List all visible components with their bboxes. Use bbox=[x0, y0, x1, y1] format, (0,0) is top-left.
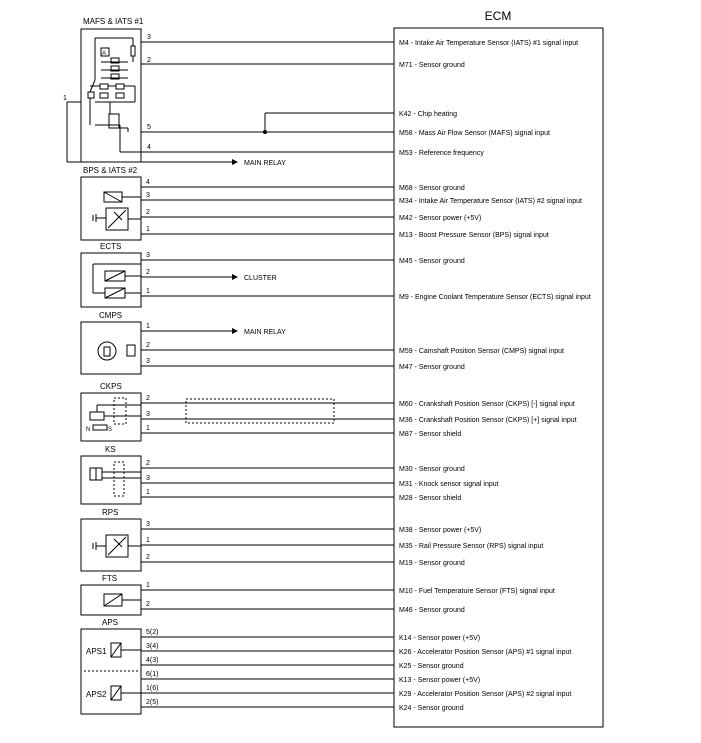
svg-text:A: A bbox=[102, 51, 107, 57]
ecm-terminal-label: K26 - Accelerator Position Sensor (APS) #1 signal input bbox=[399, 649, 572, 656]
main-relay-label: MAIN RELAY bbox=[244, 160, 286, 167]
pin-label: 5(2) bbox=[146, 629, 159, 636]
aps2-label: APS2 bbox=[86, 690, 107, 699]
ecm-terminal-label: M34 - Intake Air Temperature Sensor (IATS) #2 signal input bbox=[399, 198, 582, 205]
ecm-terminal-label: M9 - Engine Coolant Temperature Sensor (ECTS) signal input bbox=[399, 294, 591, 301]
pin-label: 1 bbox=[63, 95, 67, 102]
ckps-north-mark: N bbox=[86, 427, 91, 433]
pin-label: 1 bbox=[146, 288, 150, 295]
pin-label: 1 bbox=[146, 323, 150, 330]
pin-label: 2 bbox=[147, 57, 151, 64]
pin-label: 2(5) bbox=[146, 699, 159, 706]
ecm-terminal-label: M60 - Crankshaft Position Sensor (CKPS) [-] signal input bbox=[399, 401, 575, 408]
aps-title: APS bbox=[102, 618, 119, 627]
ecm-terminal-label: M35 - Rail Pressure Sensor (RPS) signal input bbox=[399, 543, 544, 550]
pin-label: 2 bbox=[146, 342, 150, 349]
fts-title: FTS bbox=[102, 574, 118, 583]
bps-title: BPS & IATS #2 bbox=[83, 166, 138, 175]
ks-title: KS bbox=[105, 445, 116, 454]
cmps-title: CMPS bbox=[99, 311, 123, 320]
cluster-label: CLUSTER bbox=[244, 275, 277, 282]
ecm-terminal-label: M47 - Sensor ground bbox=[399, 364, 465, 371]
pin-label: 3 bbox=[146, 475, 150, 482]
ecm-terminal-label: K14 - Sensor power (+5V) bbox=[399, 635, 481, 642]
pin-label: 3 bbox=[146, 192, 150, 199]
ecm-terminal-label: M71 - Sensor ground bbox=[399, 62, 465, 69]
ecm-terminal-label: M53 - Reference frequency bbox=[399, 150, 484, 157]
pin-label: 3 bbox=[146, 411, 150, 418]
ecm-terminal-label: M19 - Sensor ground bbox=[399, 560, 465, 567]
ecm-terminal-label: M42 - Sensor power (+5V) bbox=[399, 215, 482, 222]
pin-label: 6(1) bbox=[146, 671, 159, 678]
pin-label: 3 bbox=[146, 252, 150, 259]
ecm-terminal-label: M87 - Sensor shield bbox=[399, 431, 462, 438]
ecm-terminal-label: M45 - Sensor ground bbox=[399, 258, 465, 265]
ecm-terminal-label: M4 - Intake Air Temperature Sensor (IATS) #1 signal input bbox=[399, 40, 579, 47]
pin-label: 5 bbox=[147, 124, 151, 131]
rps-title: RPS bbox=[102, 508, 119, 517]
pin-label: 1 bbox=[146, 582, 150, 589]
pin-label: 3(4) bbox=[146, 643, 159, 650]
pin-label: 2 bbox=[146, 601, 150, 608]
pin-label: 3 bbox=[146, 358, 150, 365]
ecm-terminal-label: M68 - Sensor ground bbox=[399, 185, 465, 192]
pin-label: 4 bbox=[146, 179, 150, 186]
pin-label: 2 bbox=[146, 460, 150, 467]
ckps-south-mark: S bbox=[108, 427, 113, 433]
main-relay-label: MAIN RELAY bbox=[244, 329, 286, 336]
mafs-title: MAFS & IATS #1 bbox=[83, 17, 144, 26]
pin-label: 1 bbox=[146, 489, 150, 496]
pin-label: 1 bbox=[146, 537, 150, 544]
ecm-terminal-label: K42 - Chip heating bbox=[399, 111, 457, 118]
ecm-terminal-label: K24 - Sensor ground bbox=[399, 705, 464, 712]
pin-label: 1 bbox=[146, 425, 150, 432]
pin-label: 4(3) bbox=[146, 657, 159, 664]
pin-label: 2 bbox=[146, 554, 150, 561]
pin-label: 1(6) bbox=[146, 685, 159, 692]
ecm-terminal-label: K29 - Accelerator Position Sensor (APS) #2 signal input bbox=[399, 691, 572, 698]
ecm-terminal-label: K25 - Sensor ground bbox=[399, 663, 464, 670]
ecm-terminal-label: M59 - Camshaft Position Sensor (CMPS) signal input bbox=[399, 348, 564, 355]
pin-label: 2 bbox=[146, 209, 150, 216]
pin-label: 3 bbox=[146, 521, 150, 528]
ecm-terminal-label: M30 - Sensor ground bbox=[399, 466, 465, 473]
pin-label: 4 bbox=[147, 144, 151, 151]
ects-title: ECTS bbox=[100, 242, 122, 251]
ecm-terminal-label: M58 - Mass Air Flow Sensor (MAFS) signal input bbox=[399, 130, 550, 137]
ecm-terminal-label: M38 - Sensor power (+5V) bbox=[399, 527, 482, 534]
ecm-terminal-label: M46 - Sensor ground bbox=[399, 607, 465, 614]
pin-label: 2 bbox=[146, 395, 150, 402]
ecm-terminal-label: M28 - Sensor shield bbox=[399, 495, 462, 502]
pin-label: 2 bbox=[146, 269, 150, 276]
pin-label: 1 bbox=[146, 226, 150, 233]
ecm-terminal-label: M31 - Knock sensor signal input bbox=[399, 481, 499, 488]
ecm-terminal-label: M13 - Boost Pressure Sensor (BPS) signal input bbox=[399, 232, 549, 239]
aps1-label: APS1 bbox=[86, 647, 107, 656]
ecm-terminal-label: M36 - Crankshaft Position Sensor (CKPS) [+] signal input bbox=[399, 417, 577, 424]
pin-label: 3 bbox=[147, 34, 151, 41]
ecm-title: ECM bbox=[484, 9, 512, 23]
ecm-terminal-label: M10 - Fuel Temperature Sensor (FTS) signal input bbox=[399, 588, 555, 595]
ckps-title: CKPS bbox=[100, 382, 122, 391]
ecm-terminal-label: K13 - Sensor power (+5V) bbox=[399, 677, 481, 684]
